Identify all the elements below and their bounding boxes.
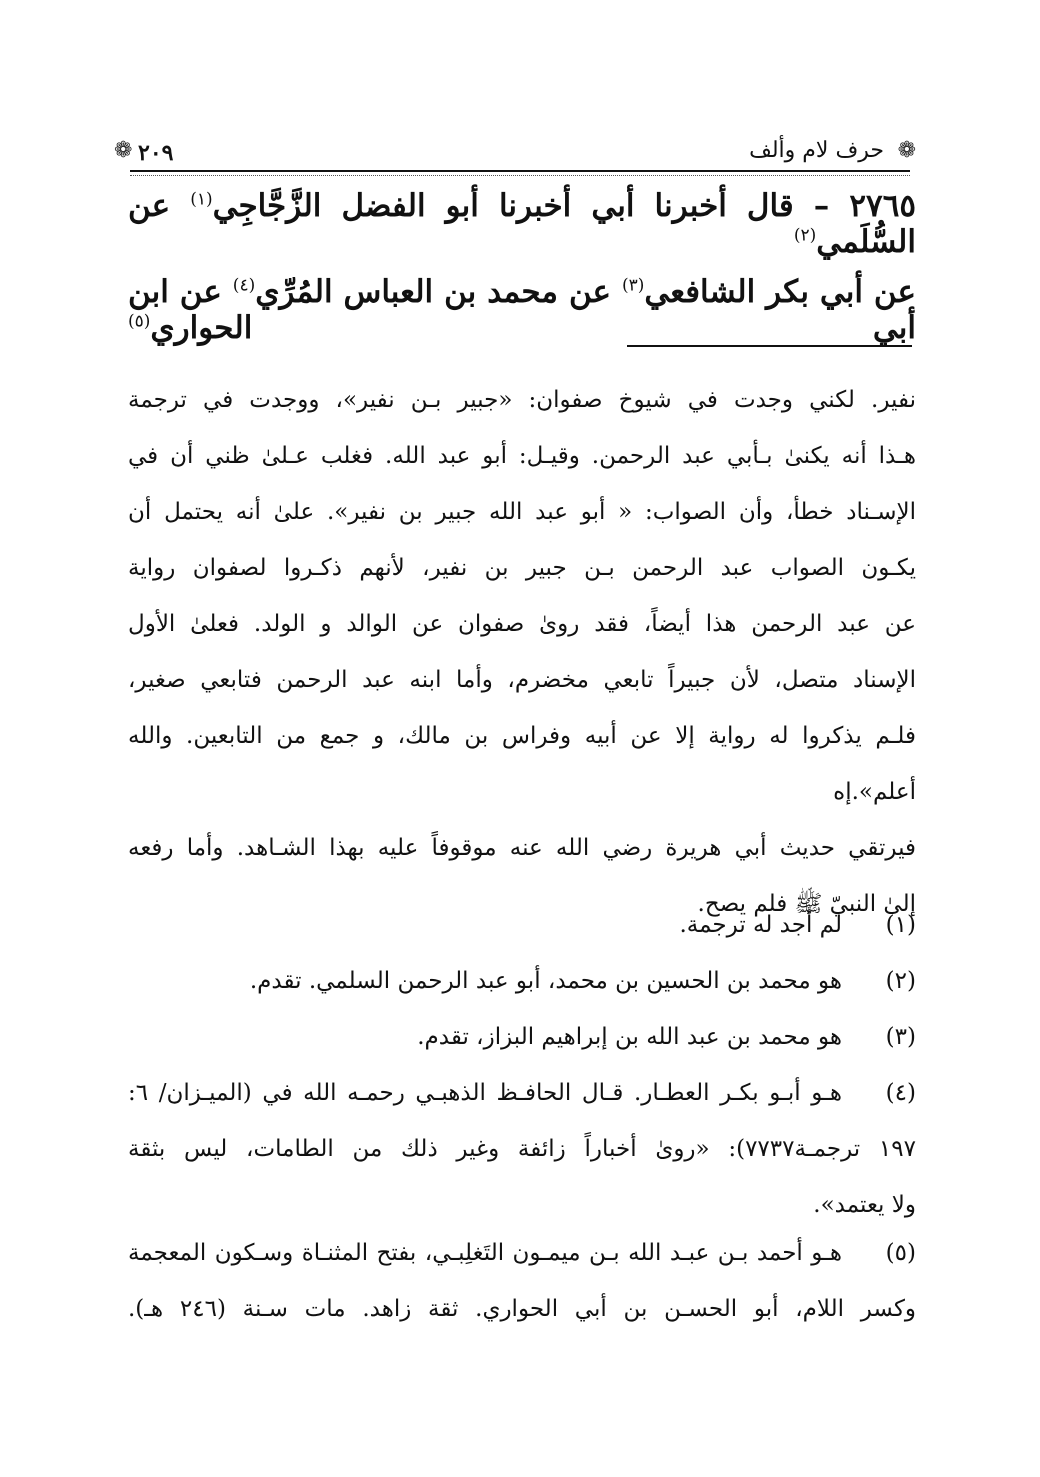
text-line: هـو أبـو بكـر العطـار. قـال الحافـظ الذهبـي رحمـه الله في (الميـزان/ ٦: — [128, 1080, 842, 1106]
footnote-number: (٣) — [885, 1024, 916, 1050]
header-rule — [130, 170, 910, 172]
header-dotted-rule — [130, 175, 910, 176]
text-line: الإسناد متصل، لأن جبيراً تابعي مخضرم، وأما ابنه عبد الرحمن فتابعي صغير، — [128, 667, 916, 693]
footnote-1 — [128, 912, 916, 952]
hadith-line-1 — [128, 188, 916, 260]
hadith-text: عن السُّلَمي — [128, 188, 916, 260]
text-line: لم أجد له ترجمة. — [679, 912, 842, 938]
footnote-number: (٥) — [885, 1240, 916, 1266]
text-line: هـو أحمد بـن عبـد الله بـن ميمـون التَغلِبـي، بفتح المثنـاة وسـكون المعجمة — [128, 1240, 842, 1266]
text-line: يكـون الصواب عبد الرحمن بـن جبير بن نفير، لأنهم ذكـروا لصفوان رواية — [128, 555, 916, 581]
hadith-text: عن ابن أبي الحواري — [128, 274, 916, 346]
footnote-5 — [128, 1240, 916, 1350]
ornament-right-icon: ❁ — [897, 138, 916, 163]
running-header — [114, 136, 916, 170]
text-line: فلـم يذكروا له رواية إلا عن أبيه وفراس بن مالك، و جمع من التابعين. والله — [128, 723, 916, 749]
hadith-text: عن أبي بكر الشافعي — [644, 274, 916, 310]
footnote-4 — [128, 1080, 916, 1240]
footnote-ref: (٤) — [232, 275, 256, 296]
footnote-3 — [128, 1024, 916, 1064]
text-line: ١٩٧ ترجمـة٧٧٣٧): «روىٰ أخباراً زائفة وغير ذلك من الطامات، ليس بثقة — [128, 1136, 916, 1162]
text-line: الإسـناد خطأ، وأن الصواب: « أبو عبد الله جبير بن نفير». علىٰ أنه يحتمل أن — [128, 499, 916, 525]
footnote-divider — [627, 345, 912, 347]
text-line: ولا يعتمد». — [813, 1192, 916, 1218]
hadith-text: عن محمد بن العباس المُرِّي — [255, 274, 622, 310]
hadith-text: ٢٧٦٥ – قال أخبرنا أبي أخبرنا أبو الفضل الزَّجَّاجِي — [212, 188, 917, 224]
footnote-ref: (٢) — [793, 225, 817, 246]
footnote-number: (١) — [885, 912, 916, 938]
footnote-continuation — [128, 372, 916, 942]
text-line: عن عبد الرحمن هذا أيضاً، فقد روىٰ صفوان عن الوالد و الولد. فعلىٰ الأول — [128, 611, 916, 637]
page-number: ٢٠٩ — [138, 140, 174, 166]
text-line: نفير. لكني وجدت في شيوخ صفوان: «جبير بـن نفير»، ووجدت في ترجمة — [128, 387, 916, 413]
footnote-number: (٢) — [885, 968, 916, 994]
ornament-left-icon: ❁ — [114, 138, 133, 163]
running-title: حرف لام وألف — [749, 138, 884, 163]
text-line: فيرتقي حديث أبي هريرة رضي الله عنه موقوفاً عليه بهذا الشـاهد. وأما رفعه — [128, 835, 916, 861]
footnote-ref: (٥) — [128, 311, 151, 332]
text-line: وكسر اللام، أبو الحسـن بن أبي الحواري. ثقة زاهد. مات سـنة (٢٤٦ هـ). — [128, 1296, 916, 1322]
text-line: هـذا أنه يكنىٰ بـأبي عبد الرحمن. وقيـل: أبو عبد الله. فغلب عـلىٰ ظني أن في — [128, 443, 916, 469]
text-line: هو محمد بن عبد الله بن إبراهيم البزاز، تقدم. — [417, 1024, 842, 1050]
hadith-line-2 — [128, 274, 916, 346]
footnote-ref: (٣) — [621, 275, 645, 296]
footnote-number: (٤) — [885, 1080, 916, 1106]
footnote-2 — [128, 968, 916, 1008]
text-line: أعلم».إه — [833, 779, 916, 805]
text-line: هو محمد بن الحسين بن محمد، أبو عبد الرحمن السلمي. تقدم. — [249, 968, 842, 994]
text-line: إلىٰ النبيّ ﷺ فلم يصح. — [697, 891, 916, 917]
footnote-ref: (١) — [190, 189, 213, 210]
